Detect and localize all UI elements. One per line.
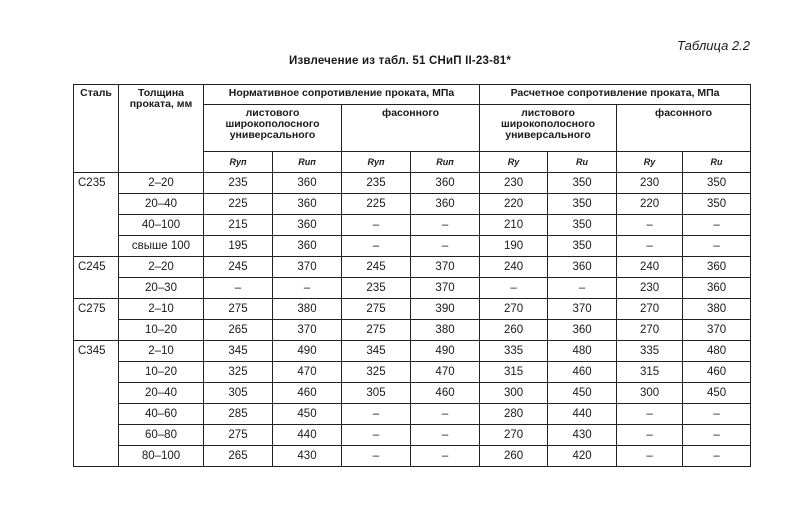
- header-thickness: Толщина проката, мм: [119, 85, 204, 173]
- value-cell: 230: [480, 173, 548, 194]
- symbol-cell: Rуп: [342, 152, 411, 173]
- header-design-shaped: фасонного: [617, 105, 751, 152]
- symbol-cell: Ru: [548, 152, 617, 173]
- value-cell: 275: [204, 299, 273, 320]
- value-cell: –: [683, 425, 751, 446]
- value-cell: 360: [683, 257, 751, 278]
- value-cell: 345: [204, 341, 273, 362]
- value-cell: –: [617, 215, 683, 236]
- value-cell: –: [617, 236, 683, 257]
- table-row: [74, 362, 751, 383]
- table-row: [74, 278, 751, 299]
- table-body: [74, 85, 751, 467]
- table-row: [74, 425, 751, 446]
- value-cell: –: [683, 215, 751, 236]
- steel-grade-cell: C245: [74, 257, 119, 299]
- value-cell: 460: [411, 383, 480, 404]
- value-cell: 280: [480, 404, 548, 425]
- thickness-cell: 20–40: [119, 383, 204, 404]
- table-row: [74, 404, 751, 425]
- value-cell: 440: [273, 425, 342, 446]
- value-cell: 275: [342, 299, 411, 320]
- value-cell: 245: [204, 257, 273, 278]
- header-normative-sheet: листового широкополосного универсального: [204, 105, 342, 152]
- thickness-cell: 40–60: [119, 404, 204, 425]
- table-row: [74, 236, 751, 257]
- value-cell: –: [273, 278, 342, 299]
- thickness-cell: 40–100: [119, 215, 204, 236]
- value-cell: 240: [480, 257, 548, 278]
- value-cell: 230: [617, 278, 683, 299]
- value-cell: –: [342, 425, 411, 446]
- value-cell: 195: [204, 236, 273, 257]
- value-cell: 380: [273, 299, 342, 320]
- value-cell: –: [617, 425, 683, 446]
- value-cell: 235: [204, 173, 273, 194]
- value-cell: 260: [480, 446, 548, 467]
- value-cell: 275: [342, 320, 411, 341]
- thickness-cell: 2–20: [119, 173, 204, 194]
- value-cell: 335: [617, 341, 683, 362]
- table-row: [74, 215, 751, 236]
- value-cell: 440: [548, 404, 617, 425]
- value-cell: 300: [480, 383, 548, 404]
- value-cell: 315: [480, 362, 548, 383]
- value-cell: 370: [411, 278, 480, 299]
- value-cell: 230: [617, 173, 683, 194]
- header-normative-shaped: фасонного: [342, 105, 480, 152]
- thickness-cell: 2–20: [119, 257, 204, 278]
- value-cell: 370: [273, 320, 342, 341]
- value-cell: 270: [617, 299, 683, 320]
- value-cell: 350: [548, 215, 617, 236]
- value-cell: –: [683, 404, 751, 425]
- value-cell: 470: [273, 362, 342, 383]
- value-cell: 420: [548, 446, 617, 467]
- value-cell: 490: [411, 341, 480, 362]
- value-cell: 270: [480, 425, 548, 446]
- value-cell: 265: [204, 446, 273, 467]
- value-cell: 215: [204, 215, 273, 236]
- header-steel: Сталь: [74, 85, 119, 173]
- value-cell: –: [617, 404, 683, 425]
- value-cell: –: [411, 425, 480, 446]
- value-cell: 390: [411, 299, 480, 320]
- value-cell: 360: [548, 320, 617, 341]
- value-cell: 360: [273, 173, 342, 194]
- value-cell: 360: [273, 236, 342, 257]
- value-cell: –: [411, 215, 480, 236]
- value-cell: 300: [617, 383, 683, 404]
- value-cell: 430: [548, 425, 617, 446]
- value-cell: 450: [548, 383, 617, 404]
- value-cell: 490: [273, 341, 342, 362]
- value-cell: 450: [273, 404, 342, 425]
- table-row: [74, 341, 751, 362]
- table-row: [74, 383, 751, 404]
- value-cell: 225: [342, 194, 411, 215]
- table-number: Таблица 2.2: [677, 38, 750, 53]
- value-cell: 360: [411, 173, 480, 194]
- value-cell: 210: [480, 215, 548, 236]
- value-cell: 380: [411, 320, 480, 341]
- value-cell: –: [617, 446, 683, 467]
- value-cell: –: [683, 446, 751, 467]
- value-cell: –: [342, 404, 411, 425]
- value-cell: 350: [548, 236, 617, 257]
- value-cell: 275: [204, 425, 273, 446]
- value-cell: 480: [548, 341, 617, 362]
- symbol-cell: Ry: [480, 152, 548, 173]
- steel-grade-cell: C235: [74, 173, 119, 257]
- value-cell: 335: [480, 341, 548, 362]
- value-cell: –: [411, 404, 480, 425]
- value-cell: 460: [548, 362, 617, 383]
- value-cell: 270: [480, 299, 548, 320]
- symbol-cell: Rуп: [204, 152, 273, 173]
- table-row: [74, 446, 751, 467]
- value-cell: –: [683, 236, 751, 257]
- steel-grade-cell: C345: [74, 341, 119, 467]
- symbol-cell: Ry: [617, 152, 683, 173]
- value-cell: 245: [342, 257, 411, 278]
- value-cell: –: [342, 446, 411, 467]
- value-cell: –: [548, 278, 617, 299]
- value-cell: 265: [204, 320, 273, 341]
- table-row: [74, 257, 751, 278]
- header-normative: Нормативное сопротивление проката, МПа: [204, 85, 480, 105]
- thickness-cell: 10–20: [119, 362, 204, 383]
- value-cell: 325: [204, 362, 273, 383]
- value-cell: 350: [548, 194, 617, 215]
- thickness-cell: свыше 100: [119, 236, 204, 257]
- steel-grade-cell: C275: [74, 299, 119, 341]
- value-cell: 350: [548, 173, 617, 194]
- value-cell: 370: [411, 257, 480, 278]
- header-design-sheet: листового широкополосного универсального: [480, 105, 617, 152]
- value-cell: 360: [411, 194, 480, 215]
- value-cell: 285: [204, 404, 273, 425]
- value-cell: 315: [617, 362, 683, 383]
- value-cell: –: [342, 215, 411, 236]
- symbol-cell: Rип: [273, 152, 342, 173]
- value-cell: 325: [342, 362, 411, 383]
- value-cell: 350: [683, 173, 751, 194]
- value-cell: 305: [204, 383, 273, 404]
- value-cell: 360: [683, 278, 751, 299]
- value-cell: 190: [480, 236, 548, 257]
- table-row: [74, 299, 751, 320]
- symbol-cell: Ru: [683, 152, 751, 173]
- value-cell: 460: [273, 383, 342, 404]
- value-cell: 430: [273, 446, 342, 467]
- value-cell: –: [204, 278, 273, 299]
- thickness-cell: 10–20: [119, 320, 204, 341]
- value-cell: 235: [342, 173, 411, 194]
- value-cell: 270: [617, 320, 683, 341]
- value-cell: 380: [683, 299, 751, 320]
- value-cell: 350: [683, 194, 751, 215]
- value-cell: 370: [683, 320, 751, 341]
- value-cell: 460: [683, 362, 751, 383]
- value-cell: –: [480, 278, 548, 299]
- thickness-cell: 60–80: [119, 425, 204, 446]
- value-cell: 450: [683, 383, 751, 404]
- thickness-cell: 20–30: [119, 278, 204, 299]
- value-cell: –: [342, 236, 411, 257]
- header-design: Расчетное сопротивление проката, МПа: [480, 85, 751, 105]
- value-cell: 240: [617, 257, 683, 278]
- value-cell: 260: [480, 320, 548, 341]
- thickness-cell: 20–40: [119, 194, 204, 215]
- value-cell: 370: [273, 257, 342, 278]
- value-cell: 220: [480, 194, 548, 215]
- thickness-cell: 2–10: [119, 299, 204, 320]
- table-row: [74, 320, 751, 341]
- value-cell: 360: [273, 215, 342, 236]
- value-cell: 360: [273, 194, 342, 215]
- symbol-cell: Rип: [411, 152, 480, 173]
- thickness-cell: 2–10: [119, 341, 204, 362]
- value-cell: 225: [204, 194, 273, 215]
- value-cell: 480: [683, 341, 751, 362]
- value-cell: 370: [548, 299, 617, 320]
- value-cell: 470: [411, 362, 480, 383]
- table-row: [74, 173, 751, 194]
- value-cell: 345: [342, 341, 411, 362]
- resistance-table: [73, 84, 751, 467]
- thickness-cell: 80–100: [119, 446, 204, 467]
- value-cell: 305: [342, 383, 411, 404]
- value-cell: 220: [617, 194, 683, 215]
- value-cell: 360: [548, 257, 617, 278]
- value-cell: 235: [342, 278, 411, 299]
- table-row: [74, 194, 751, 215]
- value-cell: –: [411, 236, 480, 257]
- table-title: Извлечение из табл. 51 СНиП II-23-81*: [289, 55, 511, 67]
- value-cell: –: [411, 446, 480, 467]
